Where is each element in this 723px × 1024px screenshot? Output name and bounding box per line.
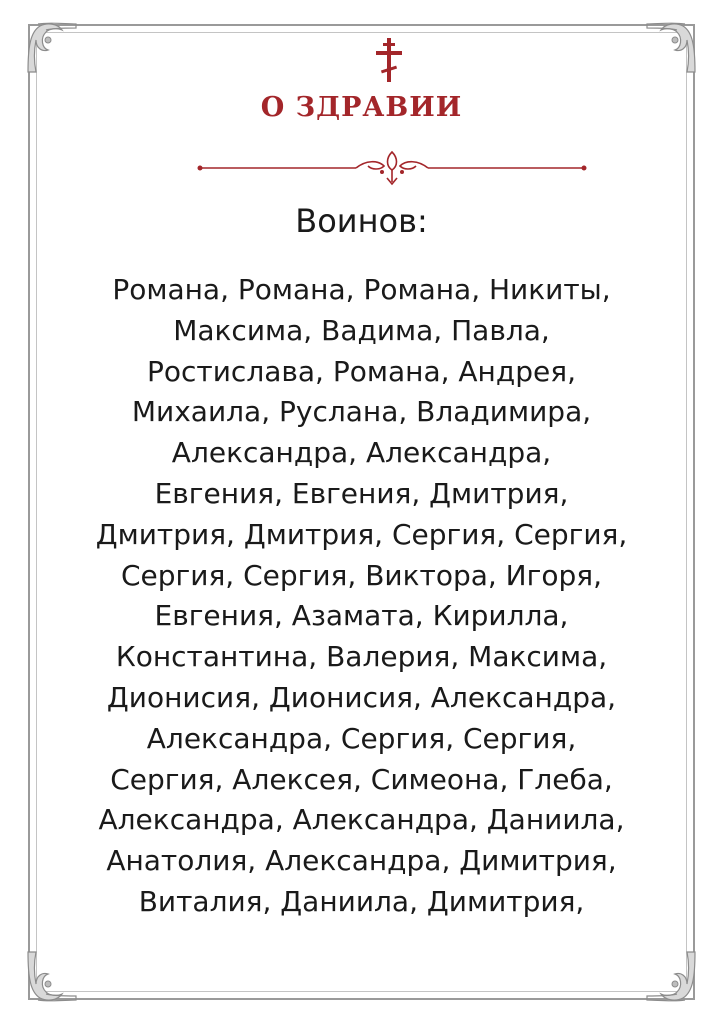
ornamental-divider-icon [196,148,588,192]
names-line: Евгения, Азамата, Кирилла, [154,599,569,633]
names-line: Дмитрия, Дмитрия, Сергия, Сергия, [95,517,628,551]
names-line: Сергия, Сергия, Виктора, Игоря, [120,558,602,592]
names-line: Александра, Сергия, Сергия, [146,721,577,755]
names-line: Александра, Александра, Даниила, [98,803,625,837]
names-line: Евгения, Евгения, Дмитрия, [154,476,569,510]
names-line: Дионисия, Дионисия, Александра, [106,680,617,714]
orthodox-cross-icon [373,38,405,82]
corner-ornament-icon [641,18,701,78]
names-line: Максима, Вадима, Павла, [173,313,550,347]
corner-ornament-icon [22,18,82,78]
section-title: Воинов: [295,202,428,240]
names-line: Виталия, Даниила, Димитрия, [138,884,585,918]
names-line: Константина, Валерия, Максима, [115,640,608,674]
names-list [36,270,687,923]
names-line: Романа, Романа, Романа, Никиты, [112,273,611,306]
names-line: Ростислава, Романа, Андрея, [147,354,576,388]
names-line: Анатолия, Александра, Димитрия, [106,844,617,878]
corner-ornament-icon [22,946,82,1006]
names-line: Михаила, Руслана, Владимира, [131,395,592,429]
corner-ornament-icon [641,946,701,1006]
names-line: Сергия, Алексея, Симеона, Глеба, [110,762,613,796]
names-line: Александра, Александра, [171,436,552,470]
page-heading: О ЗДРАВИИ [260,92,463,123]
